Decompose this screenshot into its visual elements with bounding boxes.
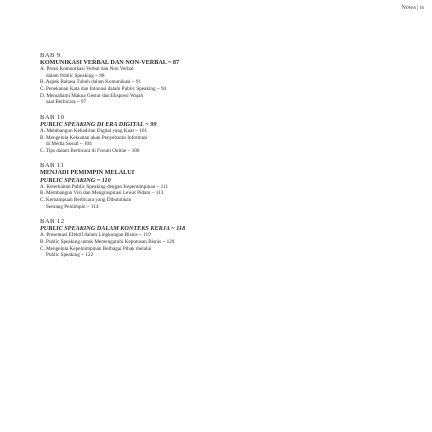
toc-entry-continued: di Media Sosial ~ 104 — [46, 141, 92, 148]
toc-entry: A. Peran Komunikasi Verbal dan Non Verbal — [40, 66, 134, 73]
chapter-title: PUBLIC SPEAKING DI ERA DIGITAL ~ 99 — [40, 120, 157, 128]
chapter-9 — [40, 52, 420, 106]
toc-entry: C. Kemampuan Berbicara yang Dibutuhkan — [40, 196, 132, 203]
toc-entry: C. Mengelola Kepemimpinan Berbagai Pihak melalui — [40, 245, 152, 252]
chapter-number: BAB 10 — [40, 113, 65, 121]
chapter-title: PUBLIC SPEAKING DALAM KONTEKS KERJA ~ 118 — [40, 225, 186, 233]
chapter-title: KOMUNIKASI VERBAL DAN NON-VERBAL ~ 87 — [40, 59, 180, 66]
table-of-contents — [40, 44, 420, 259]
chapter-10 — [40, 114, 420, 155]
toc-entry: A. Keterkaitan Public Speaking dengan Kepemimpinan ~ 111 — [40, 183, 169, 190]
toc-entry: C. Penekanan Kata dan Intonasi dalam Public Speaking ~ 94 — [40, 85, 167, 92]
toc-entry-continued: saat Berbicara ~ 97 — [46, 99, 87, 106]
toc-entry: B. Mengelola Kekuatan akan Penyebaran Informasi — [40, 134, 148, 141]
toc-entry: B. Aspek Bahasa Tubuh dalam Komunikasi ~ 91 — [40, 79, 142, 86]
chapter-number: BAB 12 — [40, 218, 65, 226]
toc-entry-continued: Public Speaking ~ 122 — [46, 252, 94, 259]
chapter-title: MENJADI PEMIMPIN MELALUI — [40, 169, 135, 177]
chapter-number: BAB 9 — [40, 52, 61, 59]
page-header-tag: Nowa | is — [401, 5, 424, 11]
chapter-title-line-2: PUBLIC SPEAKING ~ 110 — [40, 176, 111, 184]
toc-entry: A. Presentasi Efektif dalam Lingkungan Bisnis ~ 119 — [40, 232, 151, 239]
toc-entry: D. Memahami Makna Gestur dan Ekspresi Wajah — [40, 92, 144, 99]
toc-entry: A. Membangun Kehadiran Digital yang Kuat ~ 101 — [40, 127, 148, 134]
chapter-11 — [40, 162, 420, 210]
chapter-number: BAB 11 — [40, 162, 65, 170]
toc-entry-continued: Seorang Pemimpin ~ 114 — [46, 203, 99, 210]
toc-entry: C. Tips dalam Berbicara di Forum Online ~ 108 — [40, 147, 140, 154]
toc-entry: B. Membangun Visi dan Menginspirasi Lewat Pidato ~ 113 — [40, 190, 164, 197]
toc-entry: B. Public Speaking untuk Memengaruhi Keputusan Bisnis ~ 120 — [40, 238, 175, 245]
chapter-12 — [40, 218, 420, 259]
toc-entry-continued: dalam Public Speaking ~ 88 — [46, 72, 105, 79]
